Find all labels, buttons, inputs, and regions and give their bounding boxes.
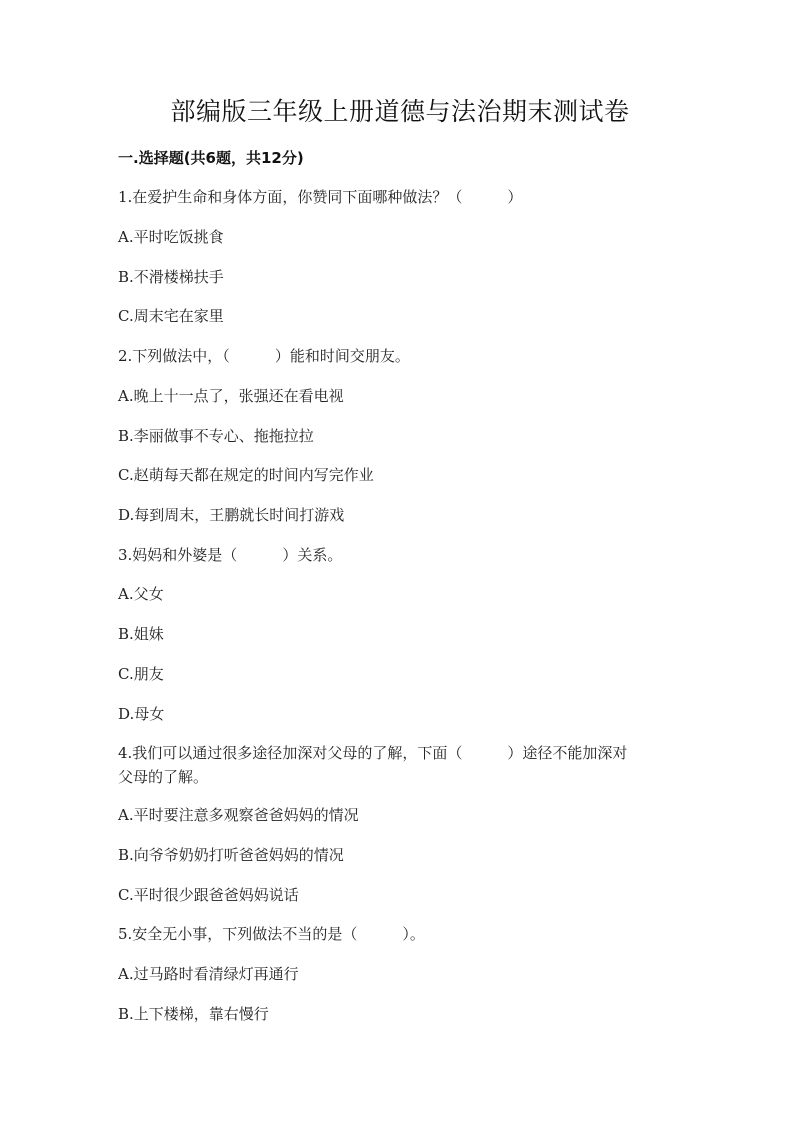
question-5-stem: 5.安全无小事，下列做法不当的是（ ）。 bbox=[118, 925, 425, 943]
question-2-option-d: D.每到周末，王鹏就长时间打游戏 bbox=[118, 506, 345, 524]
question-1-option-a: A.平时吃饭挑食 bbox=[118, 228, 224, 246]
question-4-stem-line-2: 父母的了解。 bbox=[118, 768, 209, 786]
question-2-option-c: C.赵萌每天都在规定的时间内写完作业 bbox=[118, 466, 374, 484]
question-4-option-b: B.向爷爷奶奶打听爸爸妈妈的情况 bbox=[118, 846, 344, 864]
question-4-stem-line-1: 4.我们可以通过很多途径加深对父母的了解，下面（ ）途径不能加深对 bbox=[118, 744, 628, 762]
question-4-option-c: C.平时很少跟爸爸妈妈说话 bbox=[118, 886, 299, 904]
page-title: 部编版三年级上册道德与法治期末测试卷 bbox=[170, 97, 630, 126]
question-1-stem: 1.在爱护生命和身体方面，你赞同下面哪种做法？（ ） bbox=[118, 188, 523, 206]
question-4-option-a: A.平时要注意多观察爸爸妈妈的情况 bbox=[118, 806, 359, 824]
question-3-option-a: A.父女 bbox=[118, 585, 164, 603]
question-2-option-b: B.李丽做事不专心、拖拖拉拉 bbox=[118, 427, 314, 445]
question-3-option-c: C.朋友 bbox=[118, 665, 164, 683]
question-1-option-c: C.周末宅在家里 bbox=[118, 307, 224, 325]
question-5-option-b: B.上下楼梯，靠右慢行 bbox=[118, 1005, 269, 1023]
question-2-option-a: A.晚上十一点了，张强还在看电视 bbox=[118, 387, 344, 405]
question-3-option-b: B.姐妹 bbox=[118, 625, 164, 643]
question-3-stem: 3.妈妈和外婆是（ ）关系。 bbox=[118, 546, 343, 564]
section-heading: 一.选择题(共6题，共12分) bbox=[118, 149, 304, 167]
question-2-stem: 2.下列做法中，（ ）能和时间交朋友。 bbox=[118, 347, 410, 365]
question-5-option-a: A.过马路时看清绿灯再通行 bbox=[118, 965, 299, 983]
question-1-option-b: B.不滑楼梯扶手 bbox=[118, 268, 224, 286]
question-3-option-d: D.母女 bbox=[118, 705, 165, 723]
